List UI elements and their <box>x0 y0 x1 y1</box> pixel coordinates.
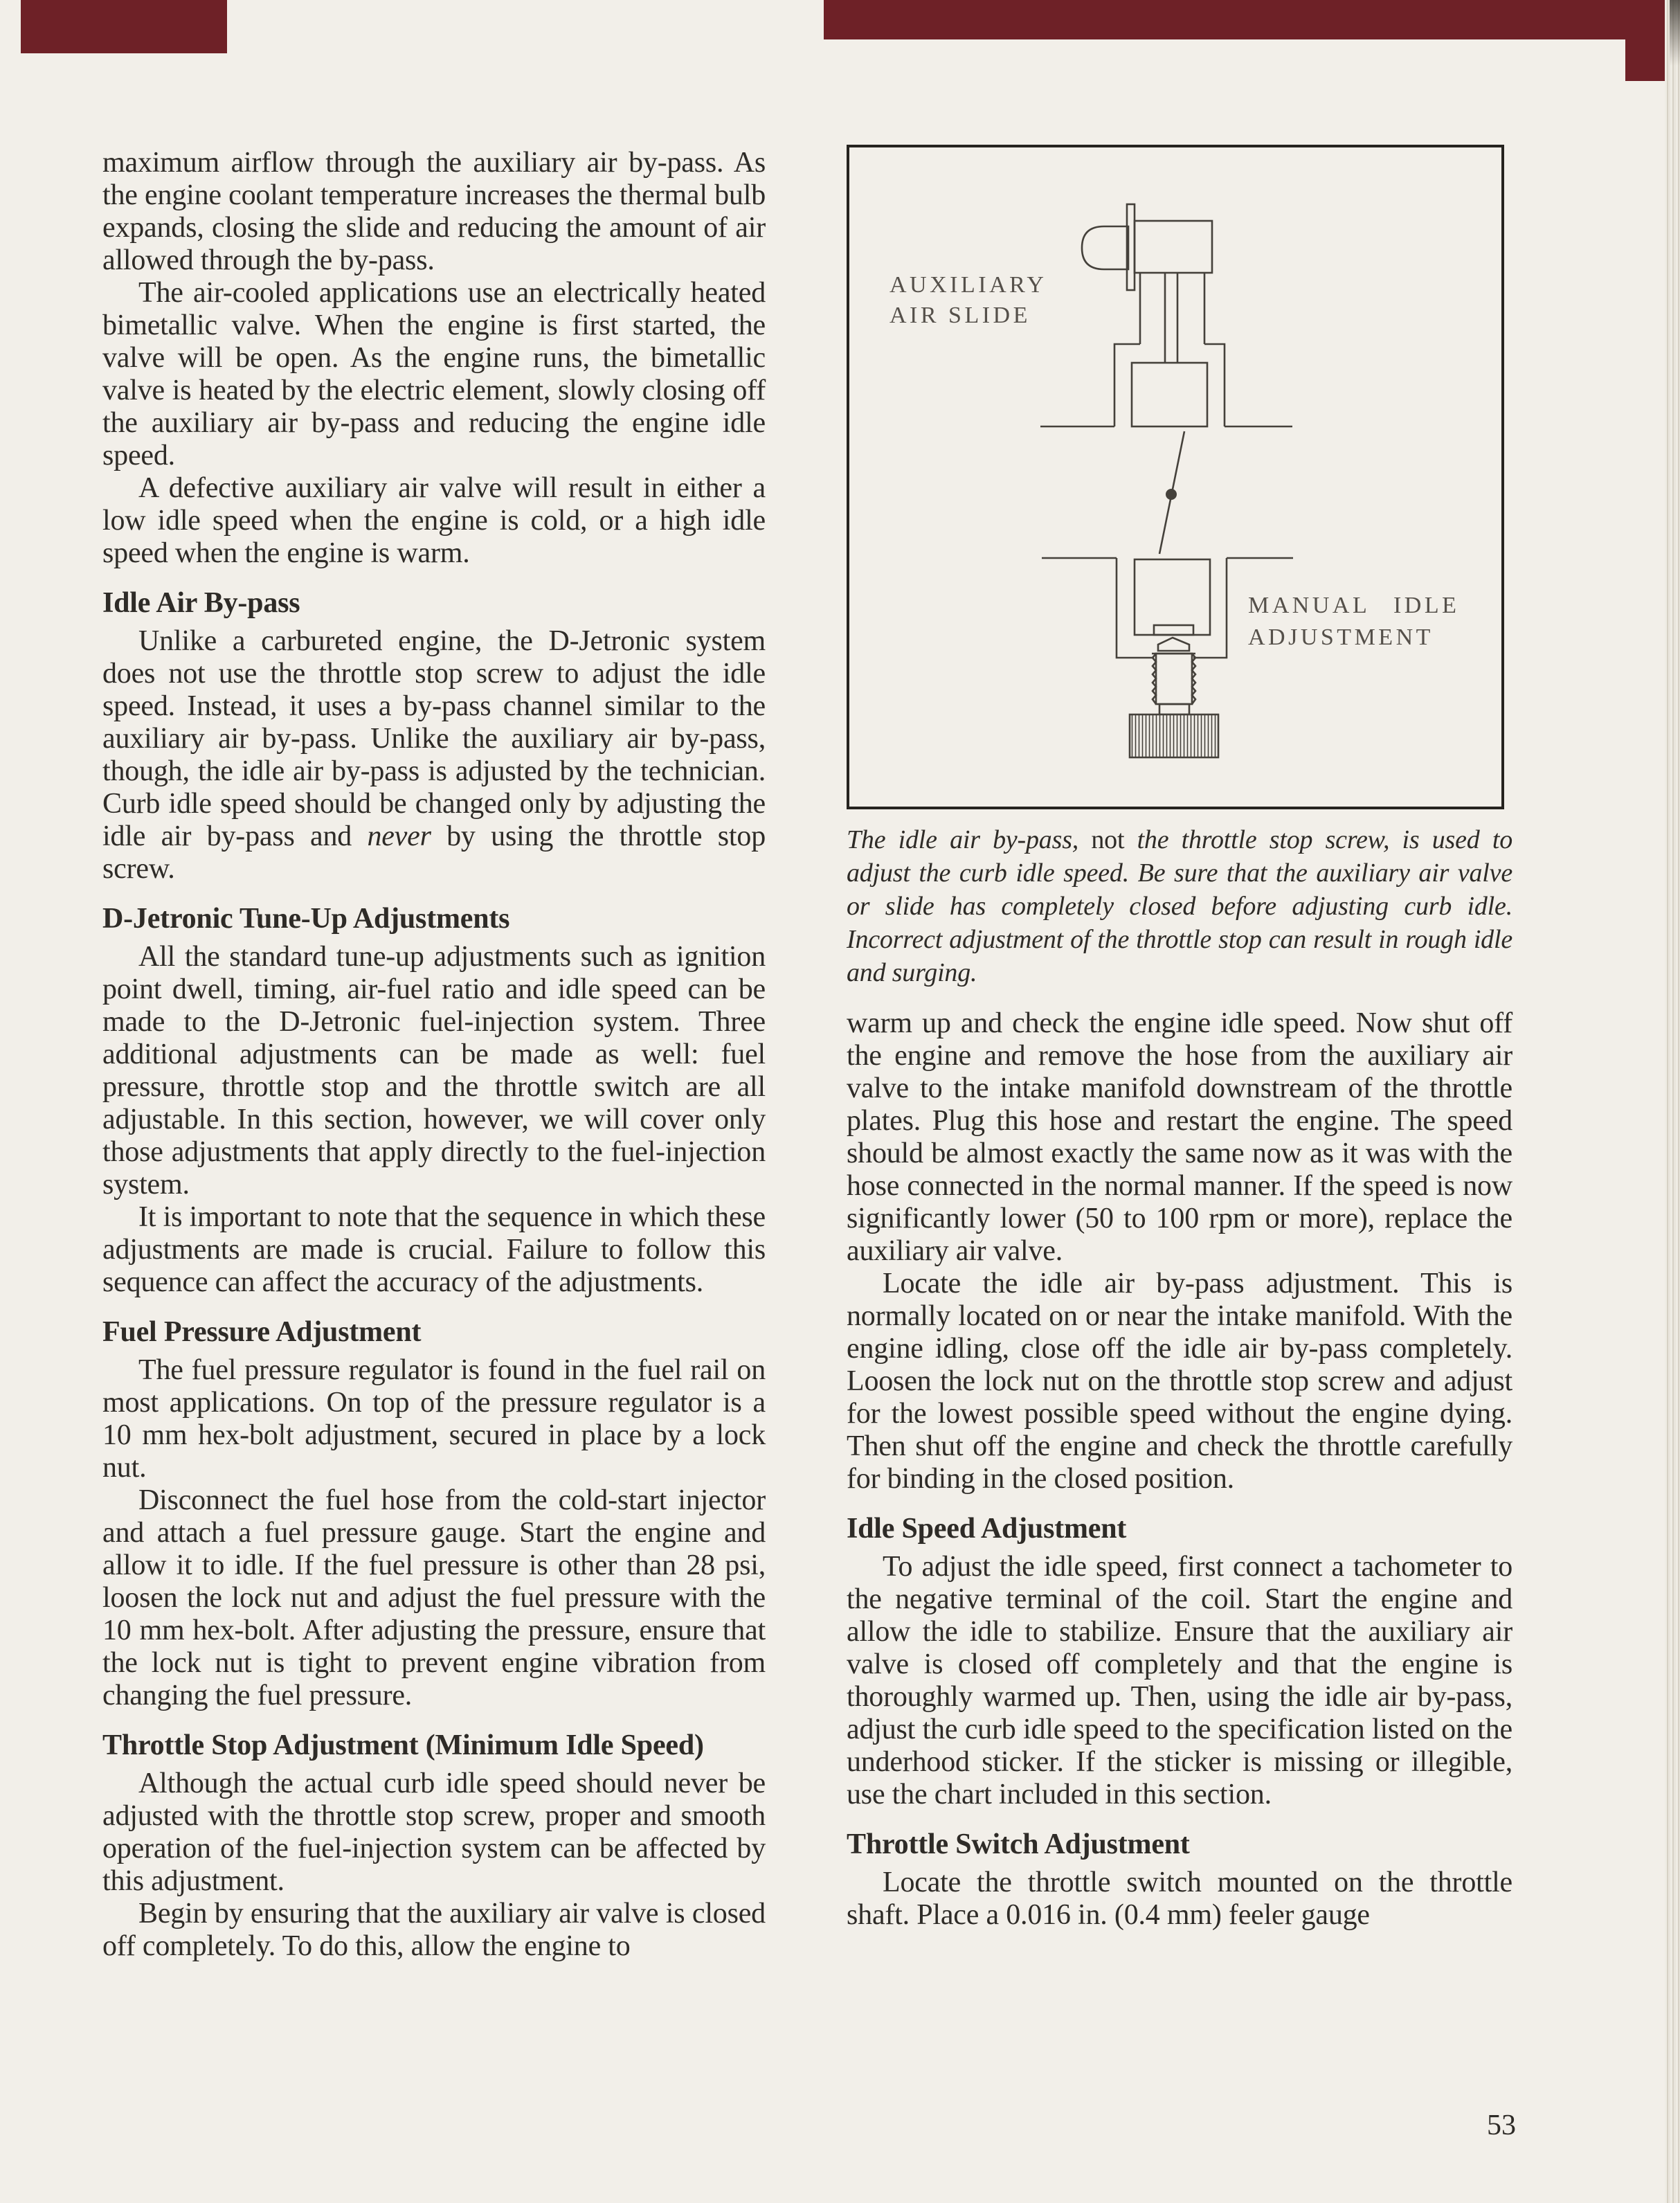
figure-label-manual-idle: MANUAL IDLE <box>1248 593 1460 618</box>
right-column <box>847 145 1512 1932</box>
text-run: D-Jetronic Tune-Up Adjustments <box>102 903 510 935</box>
page-number: 53 <box>1487 2110 1516 2141</box>
text-run: Disconnect the fuel hose from the cold-start injector and attach a fuel pressure gauge. Start the engine and allow it to idle. If the fuel pressure is other than 28 psi, loosen the lock nut and adjust the fuel pressure with the 10 mm hex-bolt. After adjusting the pressure, ensure that the lock nut is tight to prevent engine vibration from changing the fuel pressure. <box>102 1484 766 1711</box>
paragraph <box>847 1867 1512 1932</box>
text-run: Unlike a carbureted engine, the D-Jetronic system does not use the throttle stop screw to adjust the idle speed. Instead, it uses a by-pass channel similar to the auxiliary air by-pass. Unlike the auxiliary air by-pass, though, the idle air by-pass is adjusted by the technician. Curb idle speed should be changed only by adjusting the idle air by-pass and <box>102 625 766 852</box>
text-run: warm up and check the engine idle speed. Now shut off the engine and remove the hose from the auxiliary air valve to the intake manifold downstream of the throttle plates. Plug this hose and restart the engine. The speed should be almost exactly the same now as it was with the hose connected in the normal manner. If the speed is now significantly lower (50 to 100 rpm or more), replace the auxiliary air valve. <box>847 1007 1512 1267</box>
paragraph <box>102 277 766 472</box>
text-run: To adjust the idle speed, first connect a tachometer to the negative terminal of the coil. Start the engine and allow the idle to stabilize. Ensure that the auxiliary air valve is closed off completely and that the engine is thoroughly warmed up. Then, using the idle air by-pass, adjust the curb idle speed to the specification listed on the underhood sticker. If the sticker is missing or illegible, use the chart included in this section. <box>847 1551 1512 1810</box>
text-run: The fuel pressure regulator is found in the fuel rail on most applications. On top of the pressure regulator is a 10 mm hex-bolt adjustment, secured in place by a lock nut. <box>102 1354 766 1484</box>
section-heading <box>102 1315 766 1349</box>
text-run: by using the throttle stop screw. <box>102 820 766 885</box>
text-run: the throttle stop screw, is used to adjust the curb idle speed. Be sure that the auxiliary air valve or slide has completely closed before adjusting curb idle. Incorrect adjustment of the throttle stop can result in rough idle and surging. <box>847 825 1513 987</box>
page-corner-shadow <box>1670 0 1680 66</box>
text-run: maximum airflow through the auxiliary air by-pass. As the engine coolant temperature increases the thermal bulb expands, closing the slide and reducing the amount of air allowed through the by-pass. <box>102 147 766 276</box>
air-slide-drawing <box>1040 204 1293 757</box>
redaction-bar-top-right <box>824 0 1670 39</box>
paragraph <box>102 1768 766 1898</box>
paragraph <box>102 472 766 570</box>
paragraph <box>102 941 766 1201</box>
text-run: Fuel Pressure Adjustment <box>102 1316 422 1348</box>
text-run: Begin by ensuring that the auxiliary air valve is closed off completely. To do this, allow the engine to <box>102 1898 766 1962</box>
paragraph <box>102 625 766 885</box>
text-run: Throttle Switch Adjustment <box>847 1828 1190 1860</box>
section-heading <box>847 1828 1512 1861</box>
text-run: not <box>1091 825 1125 854</box>
section-heading <box>102 586 766 620</box>
paragraph <box>847 1007 1512 1268</box>
paragraph <box>847 823 1512 989</box>
text-run: Locate the throttle switch mounted on the throttle shaft. Place a 0.016 in. (0.4 mm) feeler gauge <box>847 1867 1512 1931</box>
text-run: Locate the idle air by-pass adjustment. This is normally located on or near the intake manifold. With the engine idling, close off the idle air by-pass completely. Loosen the lock nut on the throttle stop screw and adjust for the lowest possible speed without the engine dying. Then shut off the engine and check the throttle carefully for binding in the closed position. <box>847 1268 1512 1495</box>
figure-auxiliary-air-slide <box>847 145 1504 809</box>
paragraph <box>102 1201 766 1299</box>
paragraph <box>102 1484 766 1712</box>
text-run: All the standard tune-up adjustments such as ignition point dwell, timing, air-fuel ratio and idle speed can be made to the D-Jetronic fuel-injection system. Three additional adjustments can be made as well: fuel pressure, throttle stop and the throttle switch are all adjustable. In this section, however, we will cover only those adjustments that apply directly to the fuel-injection system. <box>102 941 766 1201</box>
paragraph <box>102 1898 766 1963</box>
text-run: Although the actual curb idle speed should never be adjusted with the throttle stop screw, proper and smooth operation of the fuel-injection system can be affected by this adjustment. <box>102 1768 766 1897</box>
text-run: Throttle Stop Adjustment (Minimum Idle Speed) <box>102 1729 704 1761</box>
text-run: The air-cooled applications use an electrically heated bimetallic valve. When the engine is first started, the valve will be open. As the engine runs, the bimetallic valve is heated by the electric element, slowly closing off the auxiliary air by-pass and reducing the engine idle speed. <box>102 277 766 471</box>
text-run: It is important to note that the sequence in which these adjustments are made is crucial. Failure to follow this sequence can affect the accuracy of the adjustments. <box>102 1201 766 1298</box>
figure-label-adjustment: ADJUSTMENT <box>1248 624 1434 650</box>
redaction-bar-top-right-notch <box>1625 39 1670 81</box>
text-run: Idle Speed Adjustment <box>847 1513 1127 1545</box>
paragraph <box>847 1551 1512 1811</box>
figure-label-auxiliary: AUXILIARY <box>889 272 1047 298</box>
paragraph <box>102 147 766 277</box>
redaction-bar-top-left <box>21 0 227 53</box>
text-run: Idle Air By-pass <box>102 587 300 619</box>
figure-label-air-slide: AIR SLIDE <box>889 303 1031 328</box>
right-column-text <box>847 1007 1512 1932</box>
left-column <box>102 147 766 1963</box>
text-run: never <box>367 820 431 852</box>
section-heading <box>102 1729 766 1762</box>
text-run: The idle air by-pass, <box>847 825 1092 854</box>
paragraph <box>102 1354 766 1484</box>
section-heading <box>847 1512 1512 1545</box>
figure-drawing <box>847 145 1504 809</box>
paragraph <box>847 1268 1512 1495</box>
figure-caption <box>847 823 1512 989</box>
section-heading <box>102 902 766 935</box>
page-edge-texture <box>1665 0 1680 2203</box>
text-run: A defective auxiliary air valve will result in either a low idle speed when the engine is cold, or a high idle speed when the engine is warm. <box>102 472 766 569</box>
